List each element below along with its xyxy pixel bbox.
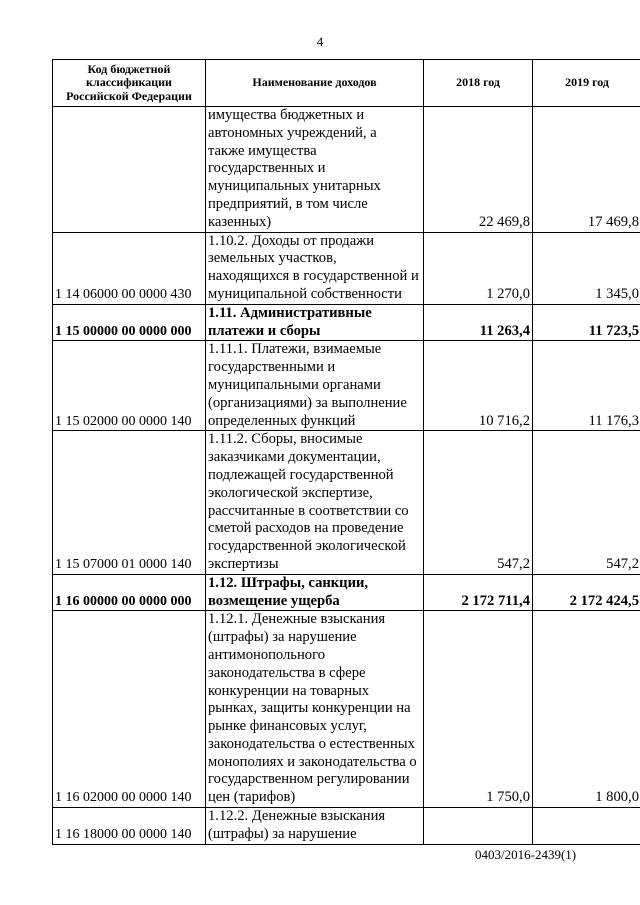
cell-code: [53, 107, 206, 233]
cell-code: 1 15 00000 00 0000 000: [53, 304, 206, 341]
cell-name-text: 1.12.2. Денежные взыскания (штрафы) за нарушение: [208, 808, 386, 842]
table-row: [53, 808, 640, 845]
table-row: [53, 304, 640, 341]
cell-code: 1 16 00000 00 0000 000: [53, 574, 206, 611]
cell-name: [206, 808, 424, 845]
cell-2018: 10 716,2: [424, 341, 533, 431]
cell-name-text: 1.11. Административные платежи и сборы: [208, 304, 372, 339]
cell-2018: 22 469,8: [424, 107, 533, 233]
cell-name-text: 1.12.1. Денежные взыскания (штрафы) за нарушение антимонопольного законодательства в сфере конкуренции на товарных рынках, защиты конкуренции на рынке финансовых услуг, законодательства о естественных монополиях и законодательства о государственном регулировании цен (тарифов): [208, 611, 417, 806]
cell-2019: 1 800,0: [533, 611, 640, 808]
cell-name-text: 1.12. Штрафы, санкции, возмещение ущерба: [208, 574, 369, 609]
cell-name: [206, 341, 424, 431]
page-number: 4: [316, 34, 324, 49]
cell-name: [206, 232, 424, 304]
header-2018: 2018 год: [424, 60, 533, 107]
cell-code: 1 16 02000 00 0000 140: [53, 611, 206, 808]
table-header-row: [53, 60, 640, 107]
cell-2018: 2 172 711,4: [424, 574, 533, 611]
cell-name-text: имущества бюджетных и автономных учреждений, а также имущества государственных и муниципальных унитарных предприятий, в том числе казенных): [208, 107, 381, 230]
cell-code: 1 15 07000 01 0000 140: [53, 431, 206, 574]
cell-code: 1 15 02000 00 0000 140: [53, 341, 206, 431]
cell-name: [206, 611, 424, 808]
cell-2019: 547,2: [533, 431, 640, 574]
header-2019: 2019 год: [533, 60, 640, 107]
header-name: Наименование доходов: [206, 60, 424, 107]
cell-name-text: 1.11.2. Сборы, вносимые заказчиками документации, подлежащей государственной экологической экспертизе, рассчитанные в соответствии со сметой расходов на проведение государственной экологической экспертизы: [208, 431, 409, 572]
cell-2019: [533, 808, 640, 845]
table-row: [53, 107, 640, 233]
cell-name: [206, 107, 424, 233]
header-code: Код бюджетной классификации Российской Федерации: [53, 60, 206, 107]
cell-name-text: 1.11.1. Платежи, взимаемые государственными и муниципальными органами (организациями) за выполнение определенных функций: [208, 341, 407, 429]
cell-code: 1 14 06000 00 0000 430: [53, 232, 206, 304]
cell-2018: 1 270,0: [424, 232, 533, 304]
cell-2019: 11 176,3: [533, 341, 640, 431]
cell-name: [206, 574, 424, 611]
cell-name: [206, 431, 424, 574]
cell-name-text: 1.10.2. Доходы от продажи земельных участков, находящихся в государственной и муниципальной собственности: [208, 232, 419, 302]
cell-2019: 1 345,0: [533, 232, 640, 304]
table-row: [53, 431, 640, 574]
table-row: [53, 341, 640, 431]
table-row: [53, 574, 640, 611]
document-id-footer: 0403/2016-2439(1): [475, 847, 577, 862]
cell-2018: [424, 808, 533, 845]
table-row: [53, 611, 640, 808]
cell-2018: 11 263,4: [424, 304, 533, 341]
cell-2019: 11 723,5: [533, 304, 640, 341]
table-row: [53, 232, 640, 304]
cell-2019: 17 469,8: [533, 107, 640, 233]
cell-code: 1 16 18000 00 0000 140: [53, 808, 206, 845]
cell-2019: 2 172 424,5: [533, 574, 640, 611]
cell-2018: 1 750,0: [424, 611, 533, 808]
cell-name: [206, 304, 424, 341]
budget-revenue-table: [52, 59, 640, 845]
cell-2018: 547,2: [424, 431, 533, 574]
